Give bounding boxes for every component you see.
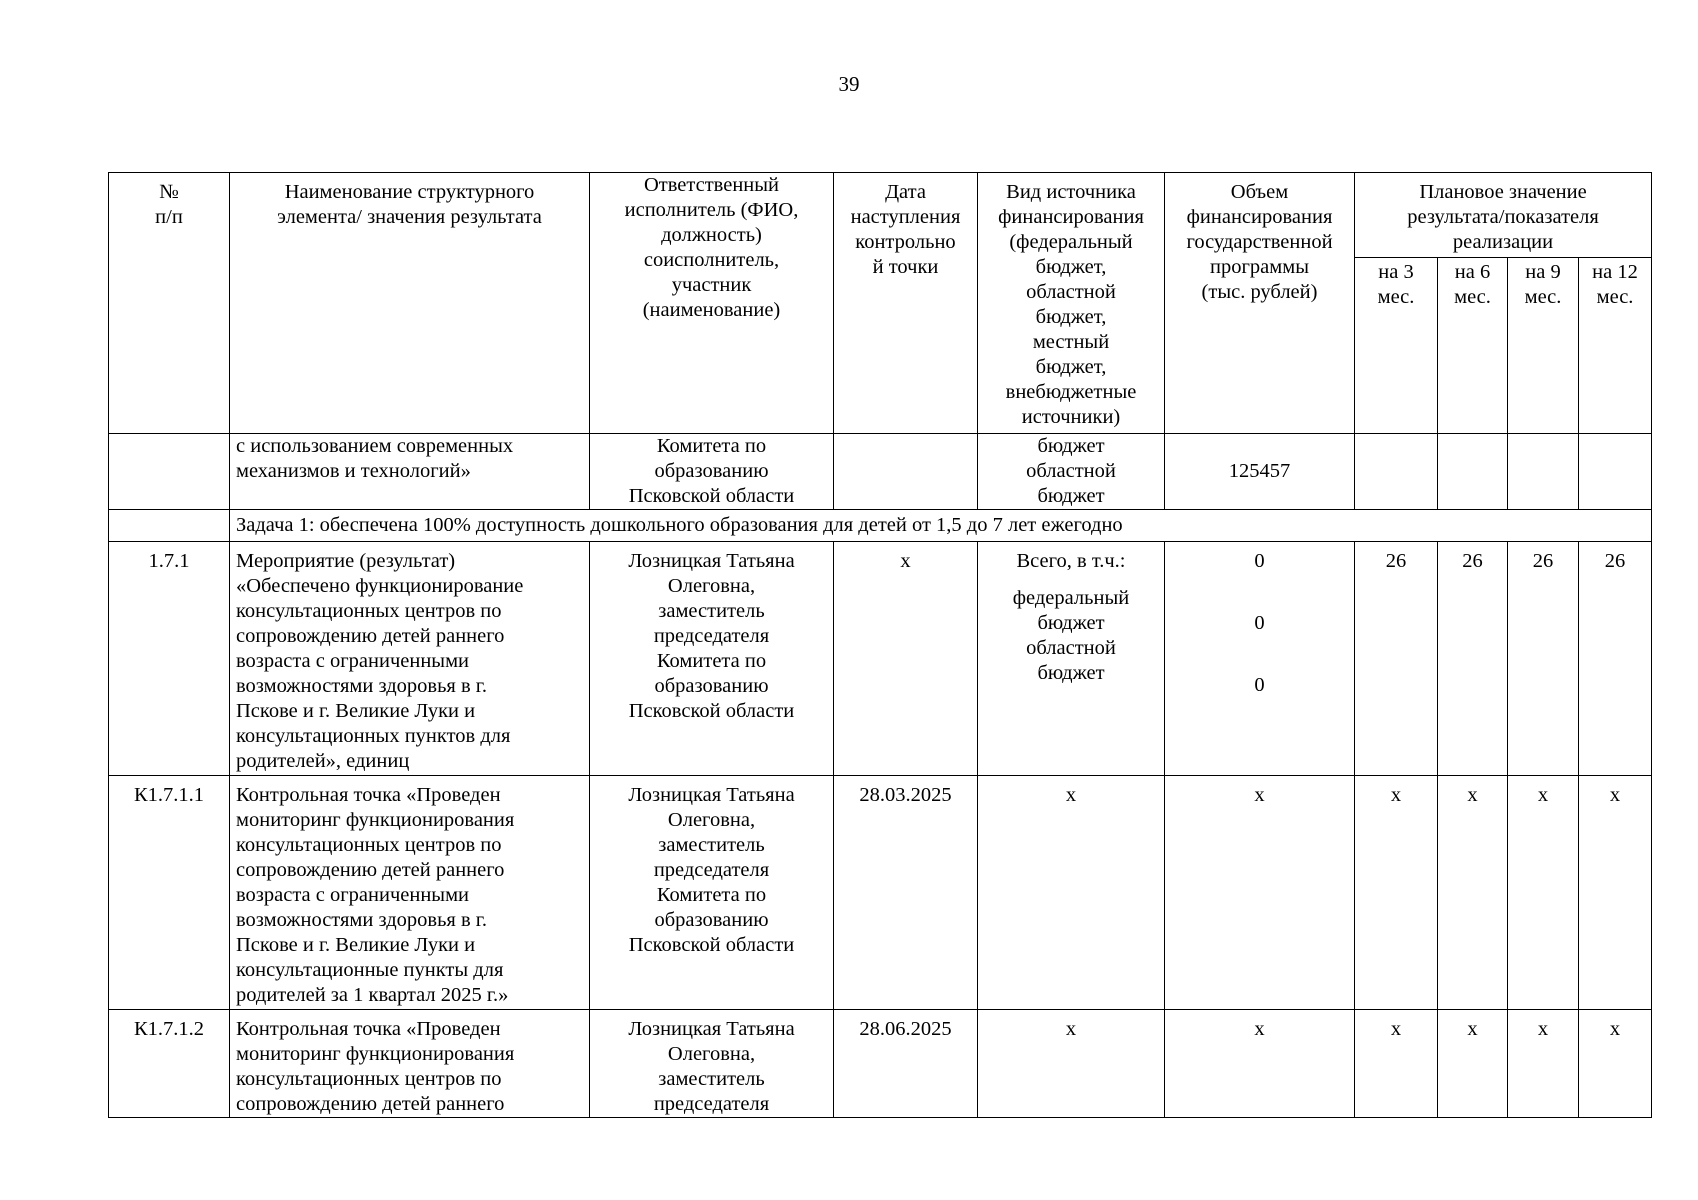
cell-q6: 26: [1438, 542, 1508, 776]
header-planned-line: результата/показателя: [1407, 206, 1599, 228]
cell-name: [230, 542, 590, 776]
cell-num: К1.7.1.1: [109, 776, 230, 1010]
header-volume-line: государственной: [1186, 231, 1333, 253]
cell-responsible-line: заместитель: [658, 1068, 765, 1090]
cell-responsible-line: председателя: [653, 625, 770, 647]
header-q3: [1355, 258, 1438, 434]
header-name: [230, 173, 590, 434]
header-date-line: наступления: [850, 206, 961, 228]
cell-name-line: сопровождению детей раннего: [236, 625, 505, 647]
header-q9-line: мес.: [1524, 286, 1562, 308]
cell-source-spacer: [984, 574, 1158, 586]
header-source-line: областной: [1026, 281, 1116, 303]
cell-responsible-line: Псковской области: [628, 934, 795, 956]
cell-name: [230, 434, 590, 510]
header-row: [109, 173, 1652, 258]
header-q12-line: мес.: [1596, 286, 1634, 308]
cell-q12: x: [1579, 776, 1652, 1010]
cell-responsible-line: Олеговна,: [667, 575, 756, 597]
cell-volume-line: 0: [1254, 550, 1265, 572]
header-source-line: бюджет,: [1035, 256, 1107, 278]
header-volume: [1165, 173, 1355, 434]
cell-responsible-line: Комитета по: [656, 884, 767, 906]
cell-date: 28.03.2025: [834, 776, 978, 1010]
cell-responsible-line: Псковской области: [628, 700, 795, 722]
cell-name-line: консультационные пункты для: [236, 959, 504, 981]
header-volume-line: программы: [1210, 256, 1309, 278]
header-planned-line: Плановое значение: [1419, 181, 1587, 203]
header-source-line: бюджет,: [1035, 306, 1107, 328]
header-volume-line: Объем: [1230, 181, 1289, 203]
cell-responsible-line: образованию: [654, 460, 769, 482]
header-source-line: Вид источника: [1006, 181, 1136, 203]
cell-q9: x: [1508, 776, 1579, 1010]
cell-source-line: областной: [1026, 637, 1116, 659]
cell-source-line: бюджет: [1037, 662, 1105, 684]
cell-volume-spacer: [1171, 574, 1348, 611]
cell-responsible-line: Комитета по: [656, 435, 767, 457]
cell-source-line: Всего, в т.ч.:: [1016, 550, 1126, 572]
cell-num: [109, 434, 230, 510]
cell-num: 1.7.1: [109, 542, 230, 776]
cell-volume-line: 0: [1254, 612, 1265, 634]
cell-responsible-line: заместитель: [658, 834, 765, 856]
header-volume-line: финансирования: [1186, 206, 1333, 228]
cell-name-line: возможностями здоровья в г.: [236, 909, 488, 931]
header-q9-line: на 9: [1525, 261, 1561, 283]
cell-source: x: [978, 776, 1165, 1010]
table-row: [109, 434, 1652, 510]
cell-responsible-line: председателя: [653, 1093, 770, 1115]
header-date-line: контрольно: [855, 231, 956, 253]
cell-date: 28.06.2025: [834, 1010, 978, 1118]
cell-date: x: [834, 542, 978, 776]
header-q12: [1579, 258, 1652, 434]
header-source-line: (федеральный: [1009, 231, 1133, 253]
cell-source-line: областной: [1026, 460, 1116, 482]
header-responsible-line: участник: [671, 274, 752, 296]
header-q9: [1508, 258, 1579, 434]
header-source-line: местный: [1032, 331, 1110, 353]
cell-responsible-line: Комитета по: [656, 650, 767, 672]
header-responsible-line: соисполнитель,: [643, 249, 780, 271]
cell-responsible-line: Лозницкая Татьяна: [628, 784, 795, 806]
table-row: [109, 1010, 1652, 1118]
page-number: 39: [838, 72, 860, 96]
cell-name-line: Пскове и г. Великие Луки и: [236, 700, 476, 722]
cell-volume-spacer: [1171, 636, 1348, 673]
cell-responsible: [590, 776, 834, 1010]
cell-name-line: мониторинг функционирования: [236, 1043, 515, 1065]
header-responsible-line: (наименование): [642, 299, 781, 321]
header-volume-line: (тыс. рублей): [1201, 281, 1318, 303]
header-planned: [1355, 173, 1652, 258]
cell-q12: x: [1579, 1010, 1652, 1118]
cell-q3: x: [1355, 1010, 1438, 1118]
cell-source-line: федеральный: [1012, 587, 1130, 609]
cell-q9: 26: [1508, 542, 1579, 776]
cell-responsible-line: образованию: [654, 675, 769, 697]
cell-name-line: механизмов и технологий»: [236, 460, 471, 482]
cell-name-line: Пскове и г. Великие Луки и: [236, 934, 476, 956]
cell-name: [230, 776, 590, 1010]
header-responsible-line: исполнитель (ФИО,: [624, 199, 799, 221]
cell-responsible-line: Лозницкая Татьяна: [628, 1018, 795, 1040]
cell-responsible-line: образованию: [654, 909, 769, 931]
table-row: [109, 776, 1652, 1010]
cell-source: x: [978, 1010, 1165, 1118]
header-name-line: Наименование структурного: [284, 181, 535, 203]
cell-name-line: с использованием современных: [236, 435, 514, 457]
header-q3-line: мес.: [1377, 286, 1415, 308]
cell-q12: [1579, 434, 1652, 510]
control-points-table: [108, 172, 1652, 1118]
header-num: [109, 173, 230, 434]
cell-name-line: консультационных центров по: [236, 834, 502, 856]
header-q6: [1438, 258, 1508, 434]
cell-name-line: Контрольная точка «Проведен: [236, 1018, 501, 1040]
cell-q12: 26: [1579, 542, 1652, 776]
cell-responsible: [590, 542, 834, 776]
cell-q9: x: [1508, 1010, 1579, 1118]
cell-q3: x: [1355, 776, 1438, 1010]
cell-source-line: бюджет: [1037, 485, 1105, 507]
header-name-line: элемента/ значения результата: [277, 206, 542, 228]
header-source-line: внебюджетные: [1005, 381, 1137, 403]
header-q3-line: на 3: [1378, 261, 1414, 283]
header-responsible: [590, 173, 834, 434]
cell-q6: x: [1438, 1010, 1508, 1118]
header-date-line: Дата: [885, 181, 926, 203]
cell-q3: 26: [1355, 542, 1438, 776]
cell-date: [834, 434, 978, 510]
cell-num: К1.7.1.2: [109, 1010, 230, 1118]
cell-volume: x: [1165, 1010, 1355, 1118]
header-responsible-line: должность): [661, 224, 762, 246]
cell-q9: [1508, 434, 1579, 510]
cell-responsible-line: Олеговна,: [667, 1043, 756, 1065]
cell-num: [109, 510, 230, 542]
cell-responsible: [590, 434, 834, 510]
cell-name-line: консультационных пунктов для: [236, 725, 511, 747]
cell-source-line: бюджет: [1037, 435, 1105, 457]
cell-source: [978, 542, 1165, 776]
cell-name-line: консультационных центров по: [236, 600, 502, 622]
header-date: [834, 173, 978, 434]
cell-q6: [1438, 434, 1508, 510]
header-num-line: п/п: [155, 206, 183, 228]
cell-source-line: бюджет: [1037, 612, 1105, 634]
cell-volume: 125457: [1165, 434, 1355, 510]
header-responsible-line: Ответственный: [643, 174, 780, 196]
cell-responsible-line: Псковской области: [628, 485, 795, 507]
cell-responsible: [590, 1010, 834, 1118]
cell-responsible-line: Лозницкая Татьяна: [628, 550, 795, 572]
cell-responsible-line: Олеговна,: [667, 809, 756, 831]
cell-name-line: Мероприятие (результат): [236, 550, 456, 572]
cell-name-line: возраста с ограниченными: [236, 884, 470, 906]
cell-volume: [1165, 542, 1355, 776]
cell-volume-line: 0: [1254, 674, 1265, 696]
task-text: Задача 1: обеспечена 100% доступность дошкольного образования для детей от 1,5 до 7 лет ежегодно: [230, 510, 1652, 542]
header-source-line: финансирования: [998, 206, 1144, 228]
cell-q6: x: [1438, 776, 1508, 1010]
header-source-line: бюджет,: [1035, 356, 1107, 378]
header-planned-line: реализации: [1452, 231, 1554, 253]
cell-name-line: родителей за 1 квартал 2025 г.»: [236, 984, 509, 1006]
cell-responsible-line: заместитель: [658, 600, 765, 622]
cell-name-line: Контрольная точка «Проведен: [236, 784, 501, 806]
header-date-line: й точки: [872, 256, 939, 278]
cell-name-line: консультационных центров по: [236, 1068, 502, 1090]
header-q6-line: мес.: [1454, 286, 1491, 308]
table-row: [109, 542, 1652, 776]
cell-name-line: сопровождению детей раннего: [236, 859, 505, 881]
header-source: [978, 173, 1165, 434]
cell-name: [230, 1010, 590, 1118]
cell-name-line: возраста с ограниченными: [236, 650, 470, 672]
cell-name-line: родителей», единиц: [236, 750, 410, 772]
cell-name-line: возможностями здоровья в г.: [236, 675, 488, 697]
cell-responsible-line: председателя: [653, 859, 770, 881]
cell-source: [978, 434, 1165, 510]
header-q12-line: на 12: [1592, 261, 1638, 283]
cell-name-line: «Обеспечено функционирование: [236, 575, 524, 597]
cell-name-line: мониторинг функционирования: [236, 809, 515, 831]
header-source-line: источники): [1021, 406, 1121, 428]
cell-q3: [1355, 434, 1438, 510]
cell-volume: x: [1165, 776, 1355, 1010]
cell-name-line: сопровождению детей раннего: [236, 1093, 505, 1115]
header-num-line: №: [159, 181, 179, 203]
header-q6-line: на 6: [1454, 261, 1491, 283]
task-row: [109, 510, 1652, 542]
